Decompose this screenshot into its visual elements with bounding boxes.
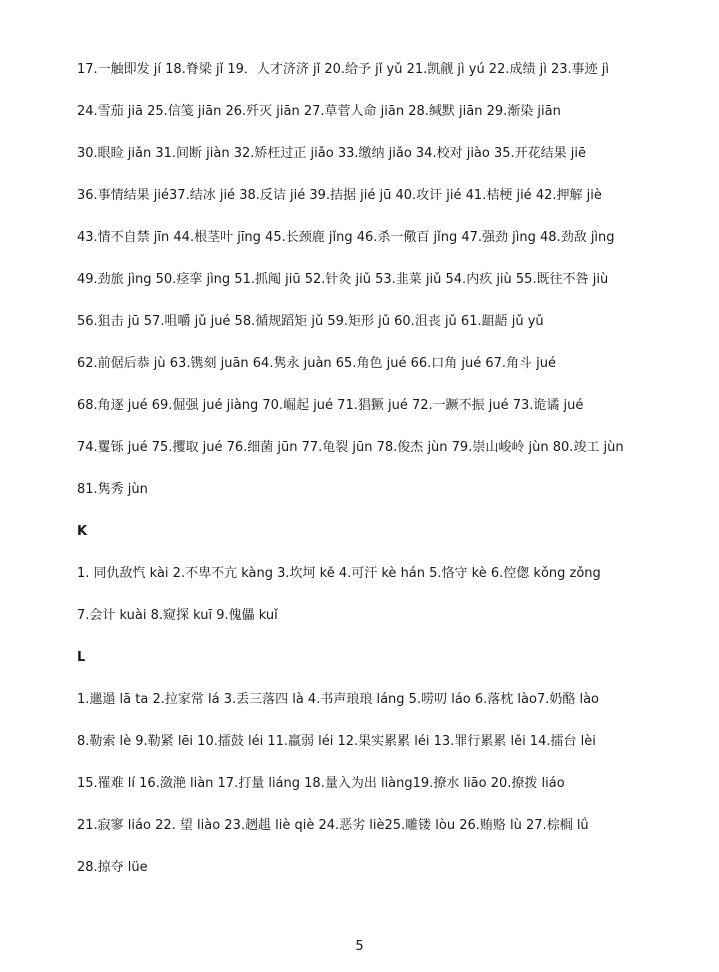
section-heading-k: K bbox=[77, 524, 88, 539]
text-line-l-1: 1.邋遢 lā ta 2.拉家常 lá 3.丢三落四 là 4.书声琅琅 láng 5.唠叨 láo 6.落枕 lào7.奶酪 lào bbox=[77, 692, 600, 707]
text-line-j-10: 74.矍铄 jué 75.攫取 jué 76.细菌 jūn 77.龟裂 jūn 78.俊杰 jùn 79.崇山峻岭 jùn 80.竣工 jùn bbox=[77, 440, 624, 455]
text-line-l-2: 8.勒索 lè 9.勒紧 lēi 10.擂鼓 léi 11.羸弱 léi 12.果实累累 léi 13.罪行累累 lěi 14.擂台 lèi bbox=[77, 734, 596, 749]
section-heading-l: L bbox=[77, 650, 86, 665]
page-number: 5 bbox=[355, 939, 364, 954]
text-line-k-1: 1. 同仇敌忾 kài 2.不卑不亢 kàng 3.坎坷 kě 4.可汗 kè hán 5.恪守 kè 6.倥偬 kǒng zǒng bbox=[77, 566, 601, 581]
text-line-l-5: 28.掠夺 lüe bbox=[77, 860, 148, 875]
text-line-j-11: 81.隽秀 jùn bbox=[77, 482, 148, 497]
text-line-j-1: 17.一触即发 jí 18.脊梁 jǐ 19．人才济济 jǐ 20.给予 jǐ yǔ 21.凯觎 jì yú 22.成绩 jì 23.事迹 jì bbox=[77, 62, 610, 77]
text-line-j-7: 56.狙击 jū 57.咀嚼 jǔ jué 58.循规蹈矩 jǔ 59.矩形 jǔ 60.沮丧 jǔ 61.龃龉 jǔ yǔ bbox=[77, 314, 544, 329]
text-line-j-5: 43.情不自禁 jīn 44.根茎叶 jīng 45.长颈鹿 jǐng 46.杀一儆百 jǐng 47.强劲 jìng 48.劲敌 jìng bbox=[77, 230, 615, 245]
text-line-l-4: 21.寂寥 liáo 22. 望 liào 23.趔趄 liè qiè 24.恶劣 liè25.雕镂 lòu 26.贿赂 lù 27.棕榈 lǘ bbox=[77, 818, 589, 833]
text-line-j-3: 30.眼睑 jiǎn 31.间断 jiàn 32.矫枉过正 jiǎo 33.缴纳 jiǎo 34.校对 jiào 35.开花结果 jiē bbox=[77, 146, 587, 161]
text-line-j-9: 68.角逐 jué 69.倔强 jué jiàng 70.崛起 jué 71.猖獗 jué 72.一蹶不振 jué 73.诡谲 jué bbox=[77, 398, 584, 413]
text-line-j-6: 49.劲旅 jìng 50.痉挛 jìng 51.抓阄 jiū 52.针灸 jiǔ 53.韭菜 jiǔ 54.内疚 jiù 55.既往不咎 jiù bbox=[77, 272, 609, 287]
text-line-j-4: 36.事情结果 jié37.结冰 jié 38.反诘 jié 39.拮据 jié jū 40.攻讦 jié 41.桔梗 jié 42.押解 jiè bbox=[77, 188, 602, 203]
text-line-l-3: 15.罹难 lí 16.潋滟 liàn 17.打量 liáng 18.量入为出 liàng19.撩水 liāo 20.撩拨 liáo bbox=[77, 776, 565, 791]
text-line-j-8: 62.前倨后恭 jù 63.镌刻 juān 64.隽永 juàn 65.角色 jué 66.口角 jué 67.角斗 jué bbox=[77, 356, 557, 371]
text-line-j-2: 24.雪茄 jiā 25.信笺 jiān 26.歼灭 jiān 27.草菅人命 jiān 28.缄默 jiān 29.渐染 jiān bbox=[77, 104, 561, 119]
text-line-k-2: 7.会计 kuài 8.窥探 kuī 9.傀儡 kuǐ bbox=[77, 608, 278, 623]
